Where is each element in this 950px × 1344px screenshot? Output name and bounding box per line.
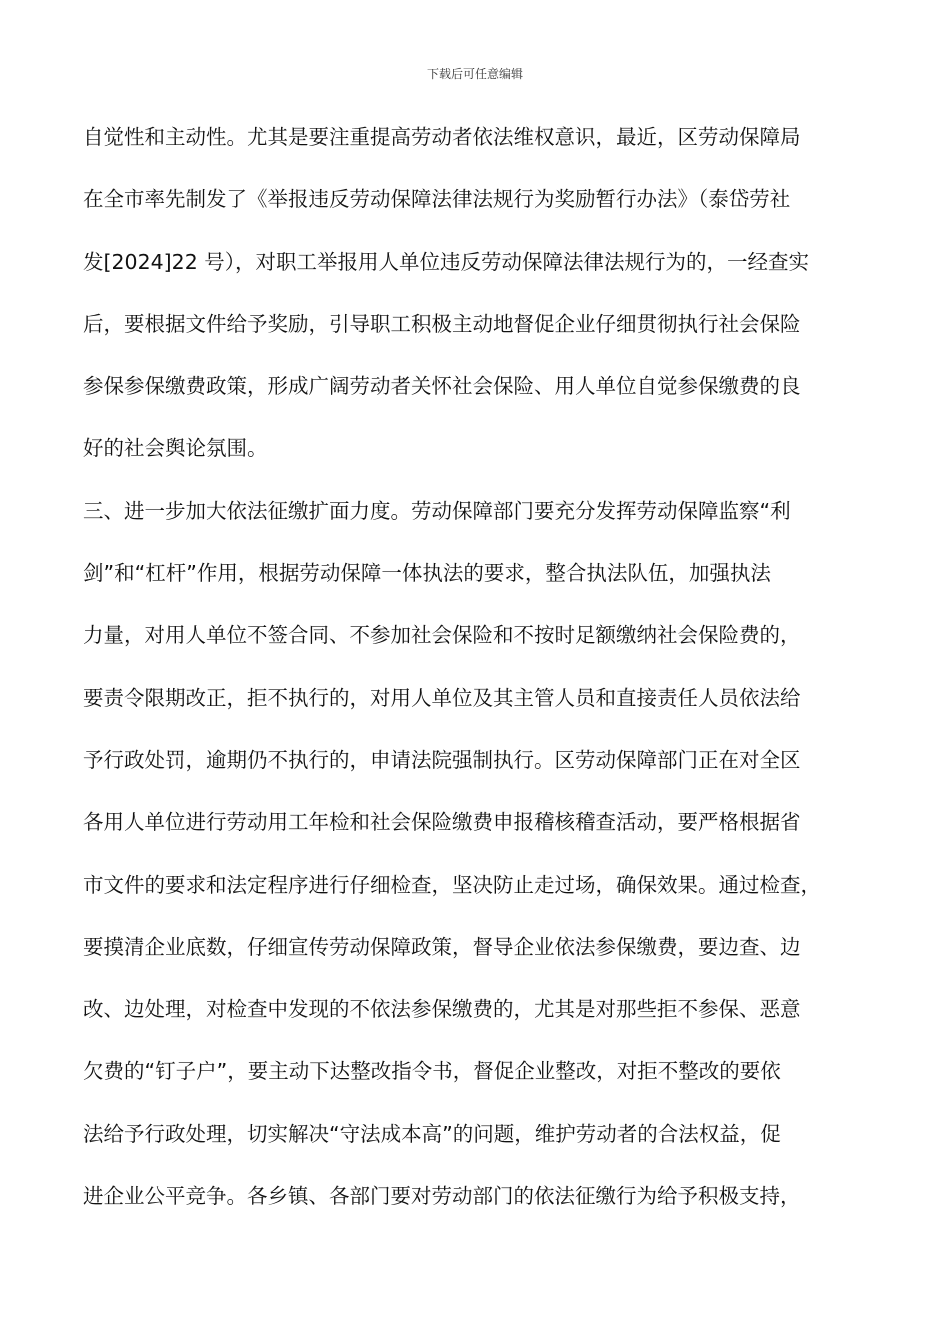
text-line: 后，要根据文件给予奖励，引导职工积极主动地督促企业仔细贯彻执行社会保险	[83, 311, 801, 336]
text-line: 予行政处罚，逾期仍不执行的，申请法院强制执行。区劳动保障部门正在对全区	[83, 747, 801, 772]
text-line: 欠费的“钉子户”，要主动下达整改指令书，督促企业整改，对拒不整改的要依	[83, 1059, 781, 1084]
text-line: 要摸清企业底数，仔细宣传劳动保障政策，督导企业依法参保缴费，要边查、边	[83, 934, 801, 959]
page-header: 下载后可任意编辑	[426, 67, 523, 81]
text-line: 剑”和“杠杆”作用，根据劳动保障一体执法的要求，整合执法队伍，加强执法	[83, 561, 771, 586]
text-line: 进企业公平竞争。各乡镇、各部门要对劳动部门的依法征缴行为给予积极支持，	[83, 1184, 801, 1209]
text-line: 自觉性和主动性。尤其是要注重提高劳动者依法维权意识，最近，区劳动保障局	[83, 125, 801, 149]
document-body	[83, 117, 883, 1238]
text-line: 力量，对用人单位不签合同、不参加社会保险和不按时足额缴纳社会保险费的，	[83, 623, 801, 648]
text-line: 市文件的要求和法定程序进行仔细检查，坚决防止走过场，确保效果。通过检查，	[83, 872, 821, 897]
text-line: 三、进一步加大依法征缴扩面力度。劳动保障部门要充分发挥劳动保障监察“利	[83, 498, 791, 523]
text-line: 要责令限期改正，拒不执行的，对用人单位及其主管人员和直接责任人员依法给	[83, 685, 801, 710]
text-line: 改、边处理，对检查中发现的不依法参保缴费的，尤其是对那些拒不参保、恶意	[83, 997, 801, 1022]
text-line: 发[2024]22 号），对职工举报用人单位违反劳动保障法律法规行为的，一经查实	[83, 249, 810, 274]
text-line: 好的社会舆论氛围。	[83, 436, 268, 461]
text-line: 参保参保缴费政策，形成广阔劳动者关怀社会保险、用人单位自觉参保缴费的良	[83, 374, 801, 399]
text-line: 各用人单位进行劳动用工年检和社会保险缴费申报稽核稽查活动，要严格根据省	[83, 810, 801, 835]
text-line: 在全市率先制发了《举报违反劳动保障法律法规行为奖励暂行办法》（泰岱劳社	[83, 187, 791, 212]
text-line: 法给予行政处理，切实解决“守法成本高”的问题，维护劳动者的合法权益，促	[83, 1121, 781, 1146]
